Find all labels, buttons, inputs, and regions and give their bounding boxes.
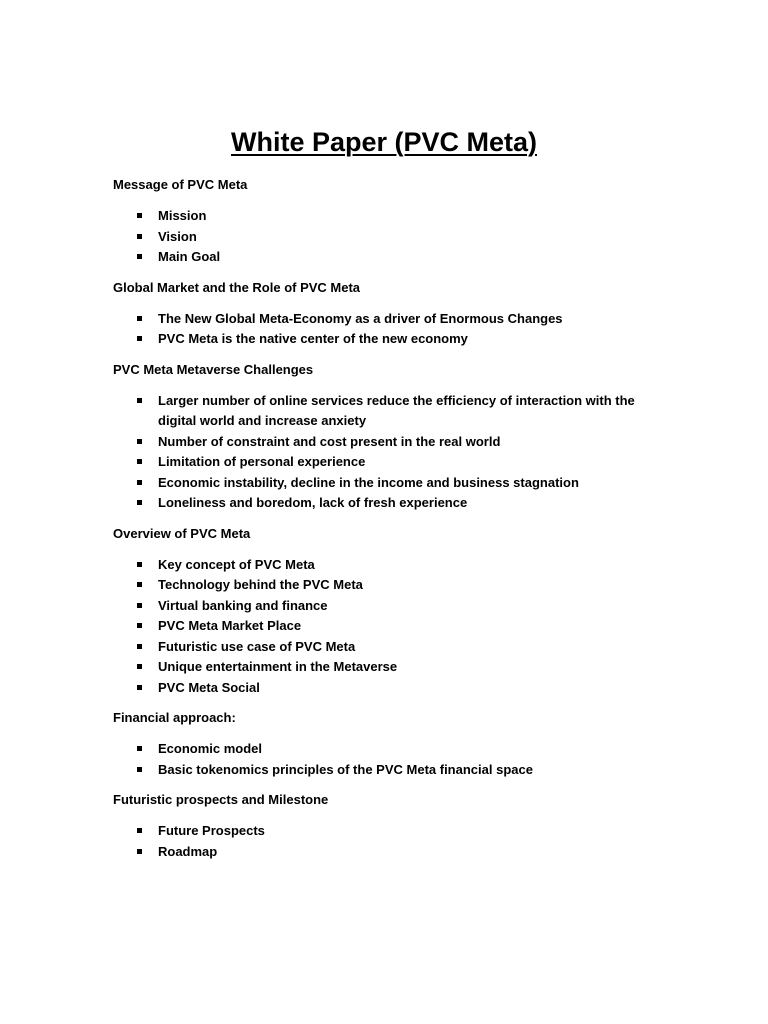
document-body [113, 175, 673, 872]
list-item: Roadmap [113, 842, 673, 863]
list-item: Economic instability, decline in the income and business stagnation [113, 473, 673, 494]
list-item: PVC Meta Market Place [113, 616, 673, 637]
list-item: Virtual banking and finance [113, 596, 673, 617]
list-item: Limitation of personal experience [113, 452, 673, 473]
list-item: Loneliness and boredom, lack of fresh experience [113, 493, 673, 514]
list-item: Key concept of PVC Meta [113, 555, 673, 576]
section-heading: PVC Meta Metaverse Challenges [113, 361, 314, 377]
list-item: Larger number of online services reduce the efficiency of interaction with the digital world and increase anxiety [113, 391, 673, 432]
list-item: Economic model [113, 739, 673, 760]
list-item: Unique entertainment in the Metaverse [113, 657, 673, 678]
bullet-list [113, 206, 673, 268]
section-message [113, 175, 673, 268]
section-heading: Futuristic prospects and Milestone [113, 792, 329, 807]
section-prospects [113, 790, 673, 862]
page-title [0, 124, 768, 160]
section-financial [113, 708, 673, 780]
list-item: Technology behind the PVC Meta [113, 575, 673, 596]
list-item: Number of constraint and cost present in the real world [113, 432, 673, 453]
bullet-list [113, 739, 673, 780]
section-global-market [113, 278, 673, 350]
bullet-list [113, 821, 673, 862]
list-item: Vision [113, 227, 673, 248]
list-item: Mission [113, 206, 673, 227]
bullet-list [113, 391, 673, 514]
list-item: Future Prospects [113, 821, 673, 842]
section-heading: Financial approach: [113, 710, 236, 725]
list-item: PVC Meta Social [113, 678, 673, 699]
section-heading: Message of PVC Meta [113, 177, 248, 192]
list-item: PVC Meta is the native center of the new economy [113, 329, 673, 350]
list-item: Futuristic use case of PVC Meta [113, 637, 673, 658]
list-item: The New Global Meta-Economy as a driver of Enormous Changes [113, 309, 673, 330]
bullet-list [113, 555, 673, 699]
list-item: Basic tokenomics principles of the PVC Meta financial space [113, 760, 673, 781]
section-challenges [113, 360, 673, 514]
section-heading: Overview of PVC Meta [113, 525, 251, 541]
section-heading: Global Market and the Role of PVC Meta [113, 279, 361, 295]
page-title-text: White Paper (PVC Meta) [230, 127, 538, 157]
list-item: Main Goal [113, 247, 673, 268]
section-overview [113, 524, 673, 699]
bullet-list [113, 309, 673, 350]
